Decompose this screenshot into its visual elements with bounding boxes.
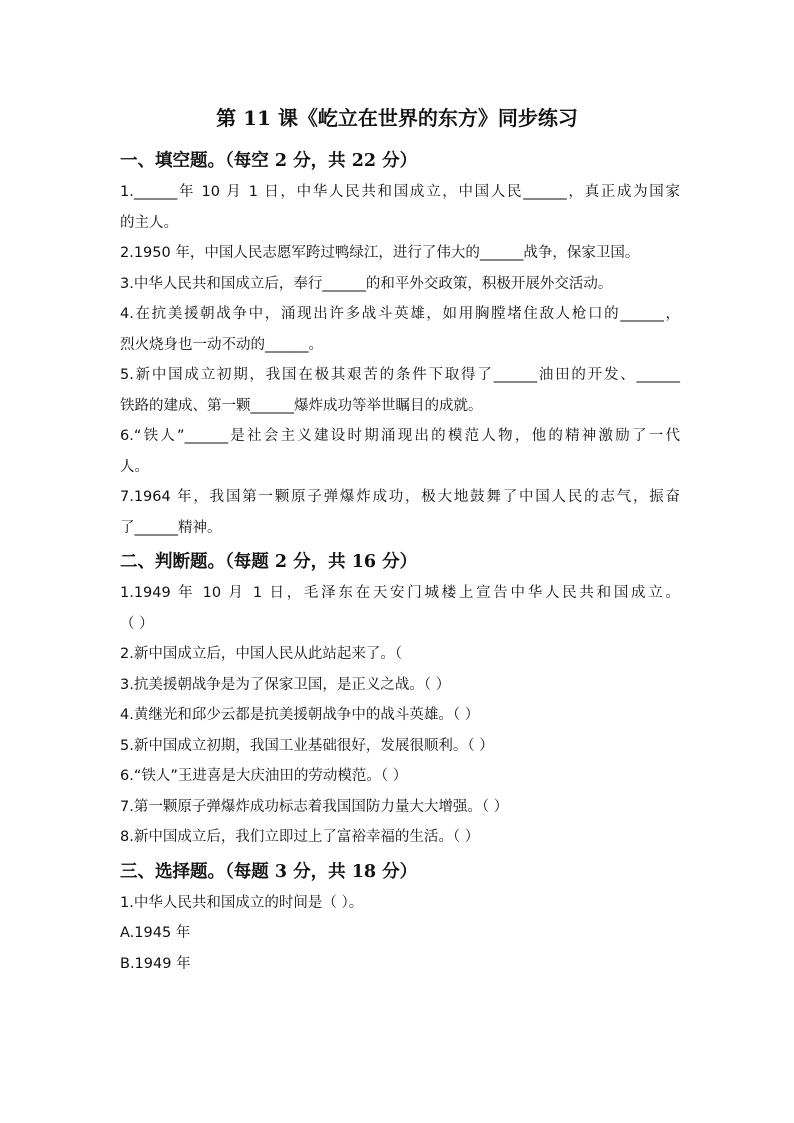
question-line: 5.新中国成立初期，我国在极其艰苦的条件下取得了______油田的开发、______ bbox=[120, 367, 680, 383]
choice-option-b[interactable]: B.1949 年 bbox=[120, 955, 191, 972]
question-line: 4.在抗美援朝战争中，涌现出许多战斗英雄，如用胸膛堵住敌人枪口的______， bbox=[120, 306, 680, 322]
exercise-content bbox=[120, 145, 680, 979]
question-item bbox=[120, 578, 680, 609]
section-heading: 二、判断题。（每题 2 分，共 16 分） bbox=[120, 552, 418, 572]
question-line: 7.第一颗原子弹爆炸成功标志着我国国防力量大大增强。（ ） bbox=[120, 798, 509, 815]
question-item bbox=[120, 452, 680, 483]
choice-option bbox=[120, 918, 680, 949]
question-item bbox=[120, 792, 680, 823]
question-item bbox=[120, 888, 680, 919]
question-item bbox=[120, 299, 680, 330]
question-item bbox=[120, 822, 680, 853]
question-line: 6.“铁人”王进喜是大庆油田的劳动模范。（ ） bbox=[120, 768, 408, 784]
question-line: 8.新中国成立后，我们立即过上了富裕幸福的生活。（ ） bbox=[120, 829, 480, 845]
question-line: 了______精神。 bbox=[120, 519, 222, 536]
question-item bbox=[120, 761, 680, 792]
question-line: 4.黄继光和邱少云都是抗美援朝战争中的战斗英雄。（ ） bbox=[120, 707, 480, 723]
question-item bbox=[120, 700, 680, 731]
question-line: 6.“铁人”______是社会主义建设时期涌现出的模范人物，他的精神激励了一代 bbox=[120, 428, 680, 444]
question-item bbox=[120, 639, 680, 670]
section-fill-in-blank bbox=[120, 145, 680, 543]
choice-option-a[interactable]: A.1945 年 bbox=[120, 925, 191, 941]
question-item bbox=[120, 208, 680, 239]
question-item bbox=[120, 670, 680, 701]
question-item bbox=[120, 177, 680, 208]
question-line: 烈火烧身也一动不动的______。 bbox=[120, 336, 323, 353]
section-heading: 一、填空题。（每空 2 分，共 22 分） bbox=[120, 151, 418, 171]
page-title: 第 11 课《屹立在世界的东方》同步练习 bbox=[216, 106, 578, 130]
question-line: 1.中华人民共和国成立的时间是（ ）。 bbox=[120, 894, 364, 911]
question-line: 人。 bbox=[120, 458, 149, 475]
question-item bbox=[120, 482, 680, 513]
section-multiple-choice bbox=[120, 856, 680, 980]
question-line: 7.1964 年，我国第一颗原子弹爆炸成功，极大地鼓舞了中国人民的志气，振奋 bbox=[120, 489, 680, 505]
question-item bbox=[120, 360, 680, 391]
question-item bbox=[120, 391, 680, 422]
question-line: 的主人。 bbox=[120, 214, 178, 231]
question-item bbox=[120, 269, 680, 300]
question-item bbox=[120, 513, 680, 544]
question-line: 铁路的建成、第一颗______爆炸成功等举世瞩目的成就。 bbox=[120, 397, 483, 414]
question-item bbox=[120, 731, 680, 762]
question-line: 5.新中国成立初期，我国工业基础很好，发展很顺利。（ ） bbox=[120, 737, 494, 754]
question-item bbox=[120, 238, 680, 269]
question-item bbox=[120, 421, 680, 452]
question-line: 1.______年 10 月 1 日，中华人民共和国成立，中国人民______，真正成为国家 bbox=[120, 184, 680, 200]
question-item bbox=[120, 330, 680, 361]
question-line: 3.中华人民共和国成立后，奉行______的和平外交政策，积极开展外交活动。 bbox=[120, 275, 613, 292]
question-line: 2.新中国成立后，中国人民从此站起来了。（ bbox=[120, 646, 403, 662]
choice-option bbox=[120, 949, 680, 980]
section-heading: 三、选择题。（每题 3 分，共 18 分） bbox=[120, 861, 418, 882]
question-item bbox=[120, 609, 680, 640]
question-line: 1.1949 年 10 月 1 日，毛泽东在天安门城楼上宣告中华人民共和国成立。 bbox=[120, 585, 680, 601]
answer-bracket[interactable]: （ ） bbox=[120, 615, 154, 632]
section-true-false bbox=[120, 546, 680, 853]
question-line: 3.抗美援朝战争是为了保家卫国，是正义之战。（ ） bbox=[120, 676, 451, 693]
question-line: 2.1950 年，中国人民志愿军跨过鸭绿江，进行了伟大的______战争，保家卫国。 bbox=[120, 245, 640, 261]
